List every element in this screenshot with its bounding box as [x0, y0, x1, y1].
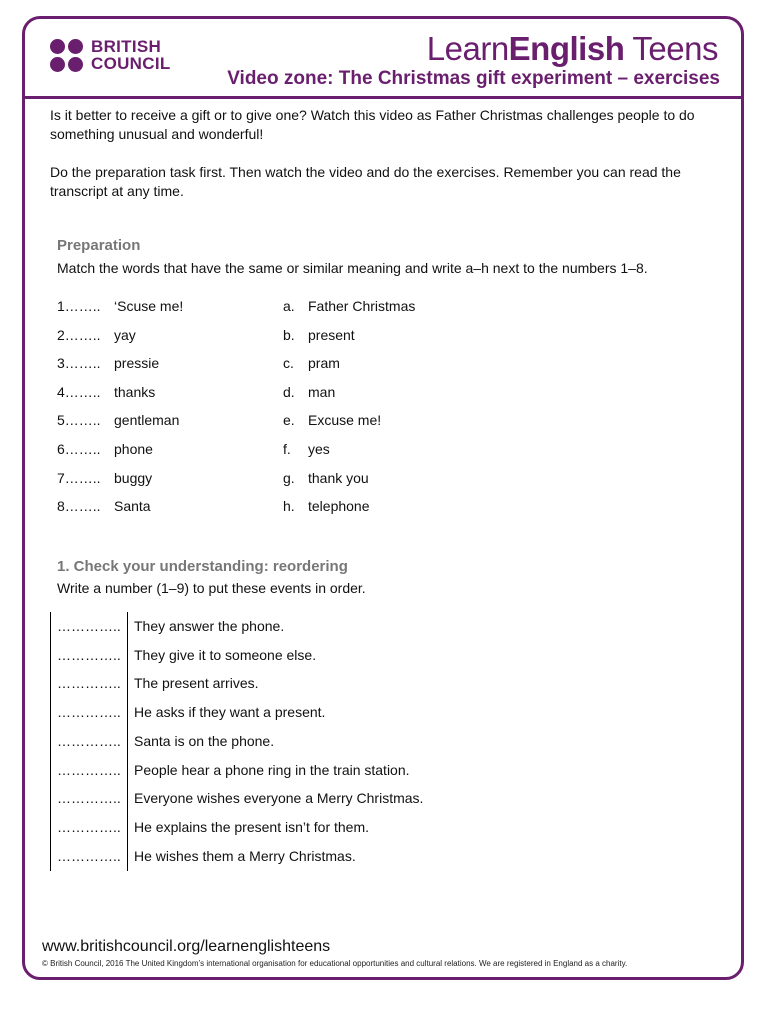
- match-number[interactable]: 8……..: [57, 498, 101, 515]
- match-word: yay: [114, 326, 136, 343]
- table-row: [50, 675, 470, 695]
- match-row: [57, 327, 557, 347]
- event-text: They answer the phone.: [134, 618, 285, 634]
- match-definition: present: [308, 326, 355, 343]
- match-letter: g.: [283, 469, 295, 486]
- table-row: [50, 790, 470, 810]
- match-definition: Excuse me!: [308, 412, 382, 429]
- event-text: The present arrives.: [134, 675, 259, 692]
- event-text: Everyone wishes everyone a Merry Christmas.: [134, 790, 424, 807]
- match-letter: f.: [283, 441, 291, 457]
- event-text: He explains the present isn’t for them.: [134, 818, 370, 835]
- logo-dots-icon: [50, 39, 83, 72]
- match-definition: yes: [308, 441, 330, 457]
- table-row: [50, 647, 470, 667]
- order-answer-blank[interactable]: …………..: [57, 818, 121, 835]
- table-row: [50, 733, 470, 753]
- match-letter: b.: [283, 326, 295, 343]
- footer-url: www.britishcouncil.org/learnenglishteens: [42, 938, 331, 955]
- match-word: phone: [114, 441, 153, 457]
- event-text: Santa is on the phone.: [134, 732, 275, 749]
- match-word: buggy: [114, 469, 153, 486]
- match-definition: man: [308, 383, 336, 400]
- logo-text: BRITISH COUNCIL: [91, 37, 171, 73]
- footer-copyright: © British Council, 2016 The United Kingdom’s international organisation for educational opportunities and cultural relations. We are registered in England as a charity.: [42, 959, 628, 968]
- event-text: People hear a phone ring in the train station.: [134, 761, 410, 778]
- order-answer-blank[interactable]: …………..: [57, 704, 121, 721]
- match-row: [57, 412, 557, 432]
- match-number[interactable]: 2……..: [57, 326, 101, 343]
- match-word: ‘Scuse me!: [114, 298, 184, 314]
- intro-paragraph-2: Do the preparation task first. Then watch the video and do the exercises. Remember you can read the transcript at any time.: [50, 164, 681, 199]
- page-title: Video zone: The Christmas gift experiment – exercises: [227, 68, 720, 89]
- match-letter: e.: [283, 412, 295, 429]
- exercise1-heading: 1. Check your understanding: reordering: [57, 558, 348, 575]
- order-answer-blank[interactable]: …………..: [57, 732, 121, 749]
- match-letter: d.: [283, 383, 295, 400]
- order-answer-blank[interactable]: …………..: [57, 646, 121, 663]
- order-answer-blank[interactable]: …………..: [57, 847, 121, 864]
- exercise1-instruction: Write a number (1–9) to put these events in order.: [57, 580, 366, 596]
- order-answer-blank[interactable]: …………..: [57, 618, 121, 634]
- match-definition: telephone: [308, 498, 370, 515]
- table-row: [50, 704, 470, 724]
- preparation-heading: Preparation: [57, 237, 141, 254]
- intro-paragraph-1: Is it better to receive a gift or to give one? Watch this video as Father Christmas challenges people to do something unusual and wonderful!: [50, 107, 695, 142]
- event-text: He wishes them a Merry Christmas.: [134, 847, 356, 864]
- match-row: [57, 498, 557, 518]
- table-row: [50, 762, 470, 782]
- match-word: Santa: [114, 498, 151, 515]
- match-word: pressie: [114, 355, 160, 372]
- table-row: [50, 848, 470, 868]
- match-number[interactable]: 5……..: [57, 412, 101, 429]
- event-text: He asks if they want a present.: [134, 704, 326, 721]
- match-definition: Father Christmas: [308, 298, 416, 314]
- match-row: [57, 441, 557, 461]
- match-row: [57, 298, 557, 318]
- match-word: thanks: [114, 383, 156, 400]
- order-answer-blank[interactable]: …………..: [57, 761, 121, 778]
- match-letter: h.: [283, 498, 295, 515]
- match-row: [57, 384, 557, 404]
- match-number[interactable]: 6……..: [57, 441, 101, 457]
- match-number[interactable]: 4……..: [57, 383, 101, 400]
- order-answer-blank[interactable]: …………..: [57, 675, 121, 692]
- match-row: [57, 355, 557, 375]
- match-letter: a.: [283, 298, 295, 314]
- learnenglish-teens-brand: LearnEnglish Teens: [426, 30, 718, 67]
- match-definition: pram: [308, 355, 340, 372]
- order-answer-blank[interactable]: …………..: [57, 790, 121, 807]
- match-number[interactable]: 1……..: [57, 298, 101, 314]
- match-number[interactable]: 3……..: [57, 355, 101, 372]
- british-council-logo: [50, 38, 171, 72]
- event-text: They give it to someone else.: [134, 646, 317, 663]
- match-word: gentleman: [114, 412, 180, 429]
- match-letter: c.: [283, 355, 294, 372]
- match-definition: thank you: [308, 469, 369, 486]
- table-row: [50, 618, 470, 638]
- preparation-instruction: Match the words that have the same or similar meaning and write a–h next to the numbers 1–8.: [57, 260, 648, 276]
- header-divider: [24, 96, 744, 99]
- match-number[interactable]: 7……..: [57, 469, 101, 486]
- match-row: [57, 470, 557, 490]
- table-row: [50, 819, 470, 839]
